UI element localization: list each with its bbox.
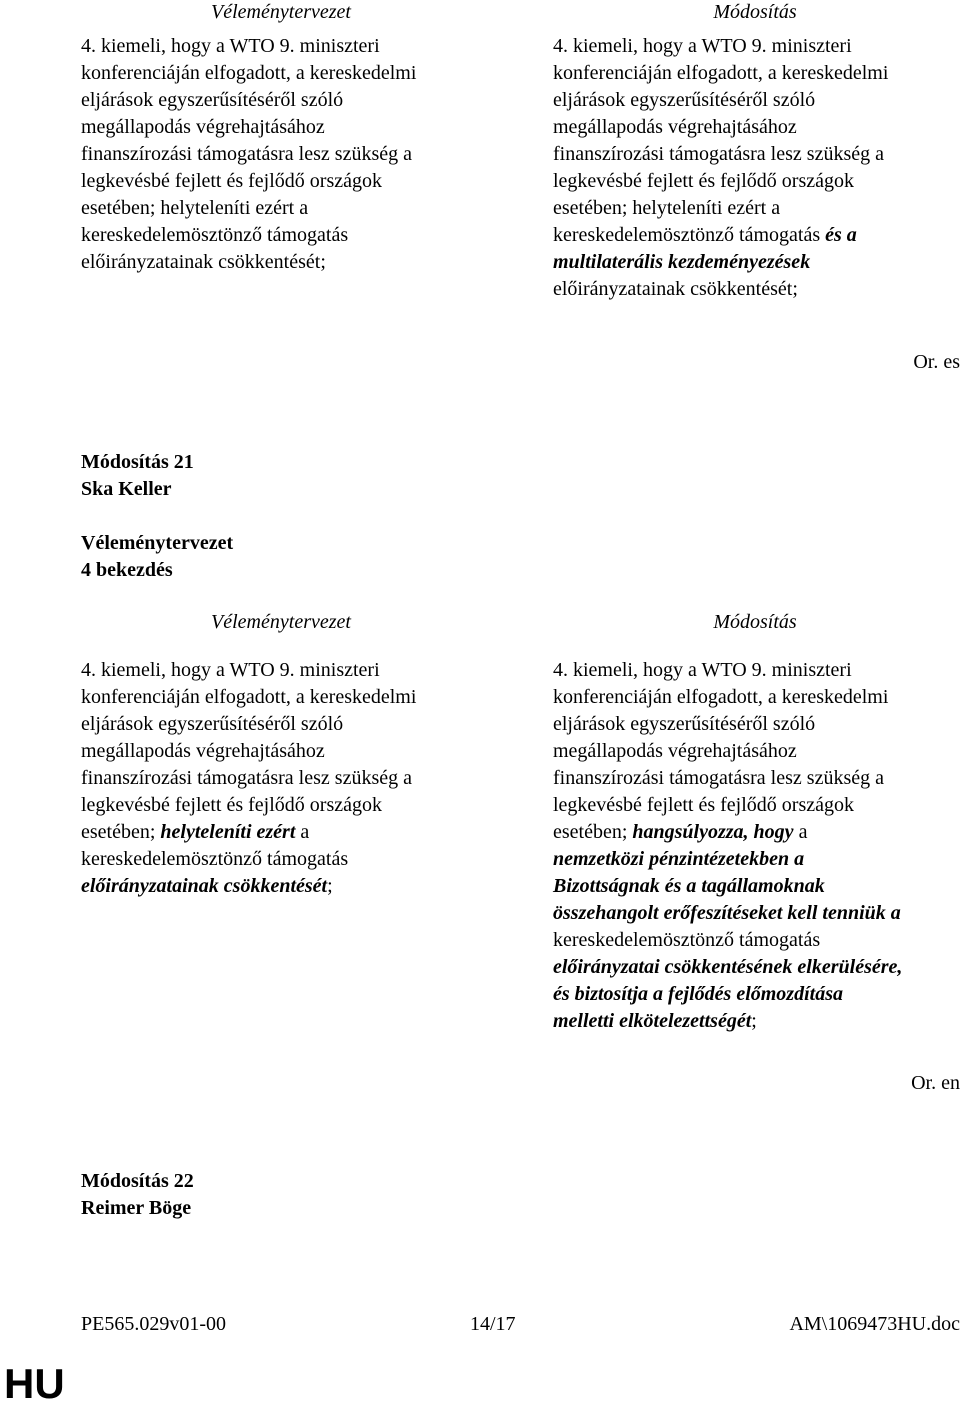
text-line: előirányzatainak csökkentését;	[553, 278, 798, 300]
text-run: ;	[327, 875, 333, 897]
text-line: legkevésbé fejlett és fejlődő országok	[81, 170, 382, 192]
text-line: konferenciáján elfogadott, a kereskedelmi	[81, 686, 417, 708]
text-line: megállapodás végrehajtásához	[553, 740, 797, 762]
text-line: 4. kiemeli, hogy a WTO 9. miniszteri	[81, 659, 380, 681]
inserted-text: és biztosítja a fejlődés előmozdítása	[553, 983, 843, 1005]
inserted-text: hangsúlyozza, hogy	[632, 821, 794, 843]
text-run: esetében;	[81, 821, 161, 843]
language-badge: HU	[4, 1360, 65, 1407]
text-line	[81, 819, 481, 846]
text-line: 4. kiemeli, hogy a WTO 9. miniszteri	[553, 659, 852, 681]
inserted-text: multilaterális kezdeményezések	[553, 251, 811, 273]
text-line: legkevésbé fejlett és fejlődő országok	[553, 170, 854, 192]
text-line: finanszírozási támogatásra lesz szükség a	[81, 143, 412, 165]
text-line: eljárások egyszerűsítéséről szóló	[553, 713, 816, 735]
text-line: eljárások egyszerűsítéséről szóló	[81, 89, 344, 111]
amendment-text	[553, 33, 960, 303]
amendment-author: Reimer Böge	[81, 1197, 192, 1219]
text-line: esetében; helyteleníti ezért a	[81, 197, 309, 219]
text-line	[553, 873, 960, 900]
text-line	[553, 846, 960, 873]
text-line: 4. kiemeli, hogy a WTO 9. miniszteri	[553, 35, 852, 57]
text-line	[553, 819, 960, 846]
amendment-22-heading	[81, 1168, 194, 1222]
reference-paragraph: 4 bekezdés	[81, 559, 173, 581]
deleted-text: helyteleníti ezért	[160, 821, 296, 843]
amendment-text	[553, 657, 960, 1035]
text-line	[553, 954, 960, 981]
text-line: legkevésbé fejlett és fejlődő országok	[81, 794, 382, 816]
text-line: esetében; helyteleníti ezért a	[553, 197, 781, 219]
text-line: kereskedelemösztönző támogatás	[81, 224, 349, 246]
column-header-amendment: Módosítás	[713, 1, 797, 23]
text-line: kereskedelemösztönző támogatás	[553, 929, 821, 951]
original-language-label: Or. en	[911, 1072, 960, 1094]
footer-document-reference: PE565.029v01-00	[81, 1313, 226, 1335]
inserted-text: nemzetközi pénzintézetekben a	[553, 848, 805, 870]
draft-opinion-text	[81, 33, 481, 276]
draft-opinion-text	[81, 657, 481, 900]
text-line	[553, 1008, 960, 1035]
text-line: eljárások egyszerűsítéséről szóló	[81, 713, 344, 735]
text-line: finanszírozási támogatásra lesz szükség a	[553, 143, 884, 165]
text-line: előirányzatainak csökkentését;	[81, 251, 326, 273]
amendment-number: Módosítás 22	[81, 1170, 194, 1192]
column-header-amendment: Módosítás	[713, 611, 797, 633]
text-line	[553, 222, 960, 249]
text-line	[553, 981, 960, 1008]
text-run: ;	[751, 1010, 757, 1032]
text-line: finanszírozási támogatásra lesz szükség a	[553, 767, 884, 789]
text-run: a	[295, 821, 310, 843]
text-line	[553, 900, 960, 927]
text-line: konferenciáján elfogadott, a kereskedelmi	[81, 62, 417, 84]
column-header-draft-opinion: Véleménytervezet	[211, 611, 351, 633]
footer-page-number: 14/17	[470, 1313, 516, 1335]
inserted-text: Bizottságnak és a tagállamoknak	[553, 875, 825, 897]
text-line: megállapodás végrehajtásához	[553, 116, 797, 138]
text-line: megállapodás végrehajtásához	[81, 116, 325, 138]
inserted-text: előirányzatai csökkentésének elkerülésére,	[553, 956, 903, 978]
inserted-text: és a	[825, 224, 857, 246]
text-run: kereskedelemösztönző támogatás	[553, 224, 826, 246]
text-run: a	[793, 821, 808, 843]
reference-document: Véleménytervezet	[81, 532, 234, 554]
text-line	[553, 249, 960, 276]
deleted-text: előirányzatainak csökkentését	[81, 875, 328, 897]
inserted-text: melletti elkötelezettségét	[553, 1010, 752, 1032]
amendment-21-reference	[81, 530, 233, 584]
footer-file-name: AM\1069473HU.doc	[789, 1313, 960, 1335]
text-line	[81, 873, 481, 900]
amendment-21-heading	[81, 449, 194, 503]
original-language-label: Or. es	[913, 351, 960, 373]
text-line: konferenciáján elfogadott, a kereskedelmi	[553, 686, 889, 708]
text-line: konferenciáján elfogadott, a kereskedelmi	[553, 62, 889, 84]
inserted-text: összehangolt erőfeszítéseket kell tenniük a	[553, 902, 901, 924]
text-line: finanszírozási támogatásra lesz szükség a	[81, 767, 412, 789]
text-line: megállapodás végrehajtásához	[81, 740, 325, 762]
text-line: kereskedelemösztönző támogatás	[81, 848, 349, 870]
text-line: 4. kiemeli, hogy a WTO 9. miniszteri	[81, 35, 380, 57]
amendment-number: Módosítás 21	[81, 451, 194, 473]
text-line: legkevésbé fejlett és fejlődő országok	[553, 794, 854, 816]
column-header-draft-opinion: Véleménytervezet	[211, 1, 351, 23]
text-line: eljárások egyszerűsítéséről szóló	[553, 89, 816, 111]
amendment-author: Ska Keller	[81, 478, 172, 500]
text-run: esetében;	[553, 821, 633, 843]
